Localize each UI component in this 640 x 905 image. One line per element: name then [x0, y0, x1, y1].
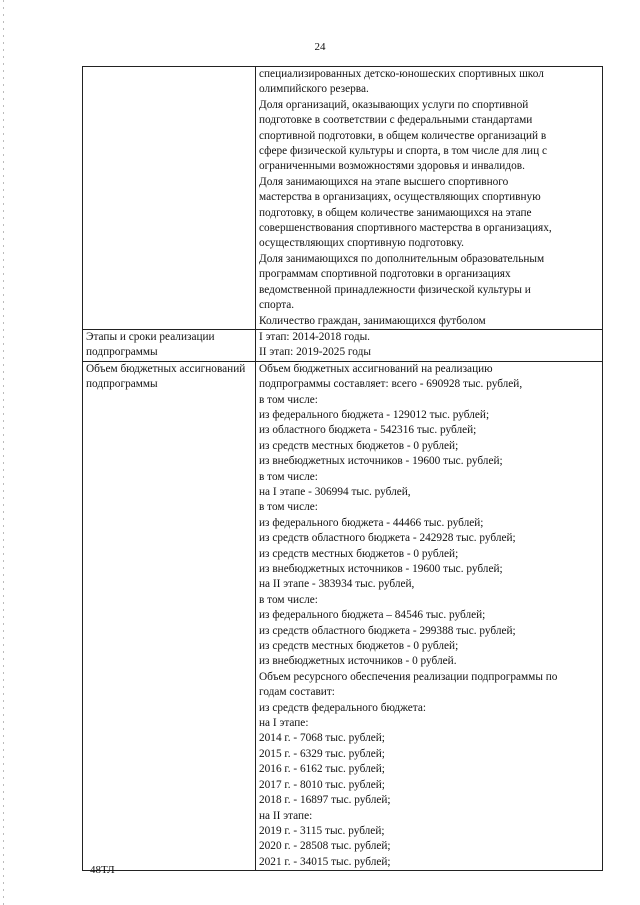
- text-line: Объем ресурсного обеспечения реализации подпрограммы по: [259, 670, 558, 683]
- text-line: олимпийского резерва.: [259, 83, 369, 96]
- text-line: 2019 г. - 3115 тыс. рублей;: [259, 824, 385, 837]
- text-line: из федерального бюджета - 129012 тыс. рублей;: [259, 408, 490, 421]
- text-line: спорта.: [259, 299, 295, 312]
- text-line: осуществляющих спортивную подготовку.: [259, 237, 464, 250]
- text-line: из средств областного бюджета - 242928 тыс. рублей;: [259, 532, 516, 545]
- row-label-continuation: [83, 67, 256, 330]
- text-line: годам составит:: [259, 686, 335, 699]
- text-line: в том числе:: [259, 593, 318, 606]
- text-line: специализированных детско-юношеских спортивных школ: [259, 68, 544, 80]
- text-line: из внебюджетных источников - 0 рублей.: [259, 655, 457, 668]
- text-line: в том числе:: [259, 501, 318, 514]
- text-line: мастерства в организациях, осуществляющих спортивную: [259, 191, 541, 204]
- row-label-stages: Этапы и сроки реализации подпрограммы: [83, 329, 256, 361]
- text-line: на II этапе:: [259, 809, 313, 822]
- table-row-stages: [83, 329, 603, 361]
- text-line: 2020 г. - 28508 тыс. рублей;: [259, 840, 391, 853]
- document-code: 48ТЛ: [90, 864, 115, 876]
- text-line: из средств местных бюджетов - 0 рублей;: [259, 640, 459, 653]
- text-line: на I этапе:: [259, 717, 309, 730]
- text-line: программам спортивной подготовки в организациях: [259, 268, 511, 281]
- table-row-continuation: [83, 67, 603, 330]
- text-line: из федерального бюджета - 44466 тыс. рублей;: [259, 516, 484, 529]
- text-line: 2014 г. - 7068 тыс. рублей;: [259, 732, 385, 745]
- text-line: подготовку, в общем количестве занимающихся на этапе: [259, 206, 532, 219]
- text-line: подпрограммы составляет: всего - 690928 тыс. рублей,: [259, 378, 523, 391]
- text-line: из внебюджетных источников - 19600 тыс. рублей;: [259, 563, 503, 575]
- text-line: II этап: 2019-2025 годы: [259, 346, 371, 359]
- text-line: Доля организаций, оказывающих услуги по спортивной: [259, 98, 529, 111]
- text-line: совершенствования спортивного мастерства в организациях,: [259, 222, 552, 235]
- text-line: 2018 г. - 16897 тыс. рублей;: [259, 794, 391, 807]
- text-line: на II этапе - 383934 тыс. рублей,: [259, 578, 415, 591]
- passport-table: [82, 66, 603, 871]
- text-line: 2015 г. - 6329 тыс. рублей;: [259, 747, 385, 760]
- text-line: в том числе:: [259, 393, 318, 406]
- text-line: из федерального бюджета – 84546 тыс. рублей;: [259, 609, 486, 622]
- page-number: 24: [314, 41, 326, 53]
- row-label-budget: Объем бюджетных ассигнований подпрограммы: [83, 361, 256, 870]
- text-line: из средств местных бюджетов - 0 рублей;: [259, 547, 459, 560]
- text-line: 2021 г. - 34015 тыс. рублей;: [259, 855, 391, 868]
- text-line: из областного бюджета - 542316 тыс. рублей;: [259, 424, 477, 437]
- text-line: из средств федерального бюджета:: [259, 701, 426, 714]
- text-line: I этап: 2014-2018 годы.: [259, 330, 370, 343]
- text-line: на I этапе - 306994 тыс. рублей,: [259, 485, 411, 498]
- text-line: подготовке в соответствии с федеральными стандартами: [259, 114, 533, 127]
- text-line: 2017 г. - 8010 тыс. рублей;: [259, 778, 385, 791]
- text-line: сфере физической культуры и спорта, в том числе для лиц с: [259, 145, 547, 158]
- stages-text: [256, 329, 603, 361]
- text-line: из средств областного бюджета - 299388 тыс. рублей;: [259, 624, 516, 637]
- text-line: из средств местных бюджетов - 0 рублей;: [259, 439, 459, 452]
- text-line: Количество граждан, занимающихся футболом: [259, 314, 486, 327]
- text-line: из внебюджетных источников - 19600 тыс. рублей;: [259, 455, 503, 468]
- text-line: спортивной подготовки, в общем количестве организаций в: [259, 129, 547, 142]
- table-row-budget: [83, 361, 603, 870]
- budget-text: [256, 361, 603, 870]
- indicators-text: [256, 67, 603, 330]
- text-line: Доля занимающихся на этапе высшего спортивного: [259, 175, 509, 188]
- text-line: ведомственной принадлежности физической культуры и: [259, 283, 531, 296]
- scan-edge: [3, 0, 4, 905]
- text-line: ограниченными возможностями здоровья и инвалидов.: [259, 160, 525, 173]
- text-line: Доля занимающихся по дополнительным образовательным: [259, 252, 545, 265]
- text-line: в том числе:: [259, 470, 318, 483]
- text-line: Объем бюджетных ассигнований на реализацию: [259, 362, 493, 375]
- text-line: 2016 г. - 6162 тыс. рублей;: [259, 763, 385, 776]
